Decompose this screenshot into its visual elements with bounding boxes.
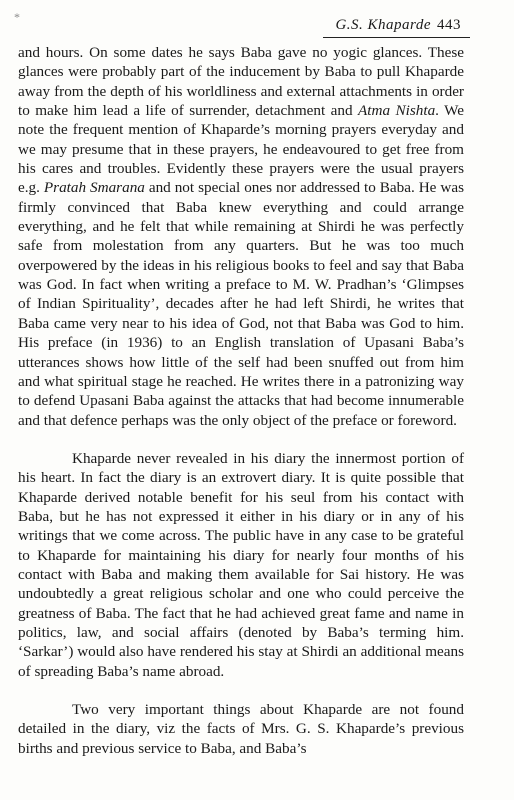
body-text <box>18 43 464 758</box>
paragraph-1-text-b: . We note the frequent mention of Khaparde’s morning prayers everyday and we may presume that in these prayers, he endeavoured to get free from his cares and troubles. Evidently these prayers were the usual prayers e.g. <box>18 102 464 197</box>
running-head <box>335 17 461 34</box>
paragraph-3 <box>18 700 464 758</box>
running-head-title: G.S. Khaparde <box>335 17 431 33</box>
header-rule <box>323 37 470 38</box>
paragraph-1-term-pratah-smarana: Pratah Smarana <box>43 179 145 197</box>
paragraph-2 <box>18 449 464 681</box>
paragraph-1-text-c: and not special ones nor addressed to Baba. He was firmly convinced that Baba knew everything and could arrange everything, and he felt that while remaining at Shirdi he was perfectly safe from molestation from any quarters. But he was too much overpowered by the ideas in his religious books to feel and say that Baba was God. In fact when writing a preface to M. W. Pradhan’s ‘Glimpses of Indian Spirituality’, decades after he had left Shirdi, he writes that Baba came very near to his idea of God, not that Baba was God to him. His preface (in 1936) to an English translation of Upasani Baba’s utterances shows how little of the self had been snuffed out from him and what spiritual stage he reached. He writes there in a patronizing way to defend Upasani Baba against the attacks that had become innumerable and that defence perhaps was the only object of the preface or foreword. <box>18 179 464 429</box>
paragraph-3-text: Two very important things about Khaparde are not found detailed in the diary, viz the facts of Mrs. G. S. Khaparde’s previous births and previous service to Baba, and Baba’s <box>18 701 464 757</box>
paragraph-1 <box>18 43 464 430</box>
corner-mark: * <box>14 10 20 24</box>
page-number: 443 <box>437 17 461 33</box>
paragraph-1-term-atma-nishta: Atma Nishta <box>358 102 436 120</box>
paragraph-1-text-a: and hours. On some dates he says Baba gave no yogic glances. These glances were probably part of the inducement by Baba to pull Khaparde away from the depth of his worldliness and external attachments in order to make him lead a life of surrender, detachment and <box>18 44 464 120</box>
paragraph-2-text: Khaparde never revealed in his diary the innermost portion of his heart. In fact the diary is an extrovert diary. It is quite possible that Khaparde derived notable benefit for his seul from his contact with Baba, but he has not expressed it either in his diary or in any of his writings that we come across. The public have in any case to be grateful to Khaparde for maintaining his diary for nearly four months of his contact with Baba and making them available for Sai history. He was undoubtedly a great religious scholar and one who could perceive the greatness of Baba. The fact that he had achieved great fame and name in politics, law, and social affairs (denoted by Baba’s terming him. ‘Sarkar’) would also have rendered his stay at Shirdi an additional means of spreading Baba’s name abroad. <box>18 449 464 680</box>
